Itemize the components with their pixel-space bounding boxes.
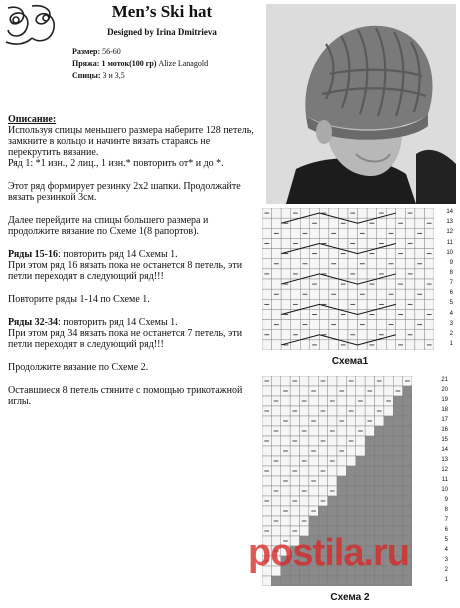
chart-2-row-number: 19 — [441, 397, 448, 403]
instruction-rib: Этот ряд формирует резинку 2х2 шапки. Продолжайте вязать резинкой 3см. — [8, 181, 241, 203]
knitting-chart-1 — [262, 208, 434, 350]
chart-2-row-number: 6 — [444, 527, 448, 533]
chart-2-label: Схема 2 — [330, 592, 370, 603]
pattern-specs — [72, 46, 208, 82]
chart-2-row-number: 17 — [441, 417, 448, 423]
chart-2-row-number: 16 — [441, 427, 448, 433]
pattern-title: Men’s Ski hat — [111, 2, 213, 21]
needles-value: 3 и 3,5 — [102, 71, 125, 80]
chart-1-row-number: 1 — [449, 340, 453, 347]
chart-1-row-number: 5 — [449, 300, 453, 307]
instruction-chart-2: Продолжите вязание по Схеме 2. — [8, 362, 149, 373]
chart-2-row-number: 18 — [441, 407, 448, 413]
chart-2-row-number: 20 — [441, 387, 448, 393]
rows-15-16-text: : повторить ряд 14 Схемы 1. — [57, 249, 178, 260]
chart-2-row-number: 11 — [441, 477, 448, 483]
chart-2-row-number: 7 — [444, 517, 448, 523]
watermark: postila.ru — [248, 532, 410, 574]
chart-1-row-number: 12 — [446, 229, 453, 236]
chart-2-row-number: 5 — [444, 537, 448, 543]
rows-32-34-label: Ряды 32-34 — [8, 317, 58, 328]
chart-2-row-number: 1 — [444, 577, 448, 583]
yarn-label: Пряжа: 1 моток(100 гр) — [72, 59, 157, 68]
instruction-rows-32-34 — [8, 317, 256, 328]
chart-2-row-number: 4 — [444, 547, 448, 553]
chart-2-row-number: 14 — [441, 447, 448, 453]
description-heading: Описание: — [8, 114, 57, 125]
chart-1-row-number: 2 — [449, 330, 453, 337]
chart-2-row-number: 3 — [444, 557, 448, 563]
yarn-value: Alize Lanagold — [158, 59, 209, 68]
corner-ornament — [2, 2, 62, 48]
chart-2-row-number: 10 — [441, 487, 448, 493]
instruction-cast-on: Используя спицы меньшего размера наберите 128 петель, замкните в кольцо и начинте вязать стараясь не перекрутить вязание. — [8, 125, 254, 158]
instruction-finish: Оставшиеся 8 петель стяните с помощью трикотажной иглы. — [8, 385, 243, 407]
instruction-row-1: Ряд 1: *1 изн., 2 лиц., 1 изн.* повторить от* и до *. — [8, 158, 224, 169]
instruction-chart-1: Далее перейдите на спицы большего размера и продолжите вязание по Схеме 1(8 рапортов). — [8, 215, 209, 237]
chart-2-row-number: 8 — [444, 507, 448, 513]
chart-2-row-number: 21 — [441, 377, 448, 383]
size-label: Размер: — [72, 47, 101, 56]
instruction-row-16-note: При этом ряд 16 вязать пока не останется 8 петель, эти петли переходят в следующий ряд!!! — [8, 260, 243, 282]
instruction-row-34-note: При этом ряд 34 вязать пока не останется 7 петель, эти петли переходят в следующий ряд!!! — [8, 328, 243, 350]
chart-1-row-number: 4 — [449, 310, 453, 317]
needles-label: Спицы: — [72, 71, 101, 80]
hat-photo — [266, 4, 456, 204]
designer-credit: Designed by Irina Dmitrieva — [107, 27, 217, 37]
chart-2-row-number: 12 — [441, 467, 448, 473]
chart-1-row-number: 6 — [449, 290, 453, 297]
chart-1-row-number: 13 — [446, 219, 453, 226]
chart-2-row-number: 13 — [441, 457, 448, 463]
chart-1-label: Схема1 — [331, 356, 369, 367]
chart-1-row-number: 7 — [449, 280, 453, 287]
chart-1-row-number: 8 — [449, 269, 453, 276]
chart-1-row-number: 10 — [446, 249, 453, 256]
chart-2-row-number: 15 — [441, 437, 448, 443]
instruction-rows-15-16 — [8, 249, 256, 260]
chart-1-row-number: 9 — [449, 259, 453, 266]
instructions — [8, 114, 256, 407]
rows-32-34-text: : повторить ряд 14 Схемы 1. — [57, 317, 178, 328]
chart-1-row-number: 14 — [446, 209, 453, 216]
chart-1-row-numbers — [437, 208, 453, 350]
instruction-repeat: Повторите ряды 1-14 по Схеме 1. — [8, 294, 150, 305]
size-value: 56-60 — [102, 47, 121, 56]
chart-1-row-number: 11 — [446, 239, 453, 246]
chart-2-row-numbers — [432, 376, 448, 586]
rows-15-16-label: Ряды 15-16 — [8, 249, 58, 260]
chart-2-row-number: 9 — [444, 497, 448, 503]
chart-1-row-number: 3 — [449, 320, 453, 327]
chart-2-row-number: 2 — [444, 567, 448, 573]
